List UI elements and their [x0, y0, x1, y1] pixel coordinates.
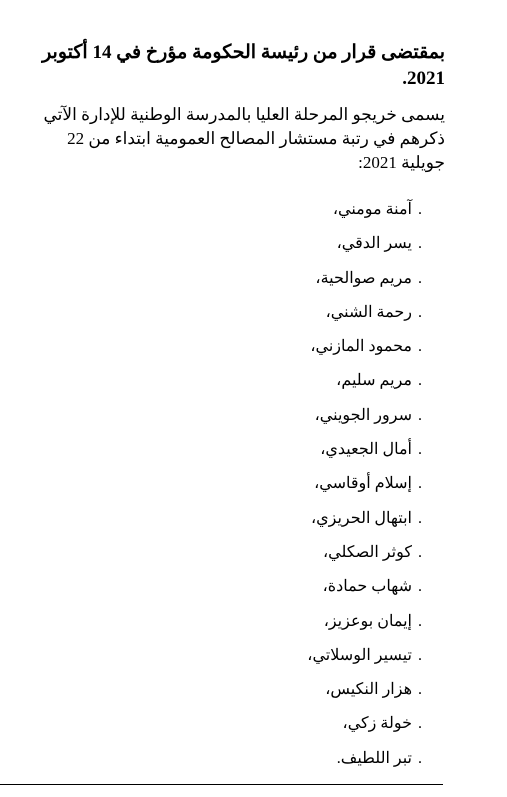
list-bullet: .	[418, 681, 422, 699]
list-bullet: .	[418, 303, 422, 321]
graduate-name: تيسير الوسلاتي،	[307, 646, 412, 664]
graduate-name: آمنة مومني،	[332, 201, 412, 218]
list-bullet: .	[418, 543, 422, 561]
list-bullet: .	[418, 612, 422, 630]
list-bullet: .	[418, 235, 422, 253]
graduate-name: تبر اللطيف.	[336, 749, 412, 767]
list-bullet: .	[418, 201, 422, 218]
list-bullet: .	[418, 509, 422, 527]
list-bullet: .	[418, 646, 422, 664]
graduate-name: خولة زكي،	[342, 715, 412, 733]
list-bullet: .	[418, 338, 422, 356]
list-item	[122, 541, 422, 575]
list-item	[122, 267, 422, 301]
graduate-name: أمال الجعيدي،	[320, 441, 412, 459]
graduate-name: هزار النكيس،	[325, 681, 412, 699]
graduate-name: سرور الجويني،	[314, 406, 412, 424]
graduate-name: رحمة الشني،	[325, 303, 412, 321]
decree-intro: يسمى خريجو المرحلة العليا بالمدرسة الوطنية للإدارة الآتي ذكرهم في رتبة مستشار المصالح العمومية ابتداء من 22 جويلية 2021:	[43, 105, 445, 172]
graduate-name: شهاب حمادة،	[322, 578, 412, 596]
list-bullet: .	[418, 578, 422, 596]
graduate-name: مريم سليم،	[336, 372, 412, 390]
graduate-name: إسلام أوقاسي،	[314, 475, 412, 493]
list-item	[122, 232, 422, 266]
list-item	[122, 747, 422, 781]
list-item	[122, 712, 422, 746]
list-item	[122, 369, 422, 403]
list-bullet: .	[418, 715, 422, 733]
list-item	[122, 644, 422, 678]
graduates-list	[122, 198, 422, 781]
list-bullet: .	[418, 406, 422, 424]
graduate-name: مريم صوالحية،	[315, 269, 412, 287]
list-item	[122, 610, 422, 644]
list-bullet: .	[418, 441, 422, 459]
list-item	[122, 678, 422, 712]
list-item	[122, 507, 422, 541]
list-item	[122, 301, 422, 335]
bottom-divider	[0, 784, 443, 785]
list-item	[122, 335, 422, 369]
graduate-name: يسر الدقي،	[336, 235, 412, 253]
list-item	[122, 575, 422, 609]
list-item	[122, 438, 422, 472]
graduate-name: كوثر الصكلي،	[323, 543, 412, 561]
list-item	[122, 472, 422, 506]
decree-heading: بمقتضى قرار من رئيسة الحكومة مؤرخ في 14 أكتوبر 2021.	[42, 42, 445, 89]
list-bullet: .	[418, 475, 422, 493]
graduate-name: ابتهال الحريزي،	[310, 509, 412, 527]
list-item	[122, 404, 422, 438]
list-bullet: .	[418, 749, 422, 767]
graduate-name: محمود المازني،	[310, 338, 412, 356]
graduate-name: إيمان بوعزيز،	[323, 612, 412, 630]
list-item	[122, 198, 422, 232]
list-bullet: .	[418, 269, 422, 287]
list-bullet: .	[418, 372, 422, 390]
